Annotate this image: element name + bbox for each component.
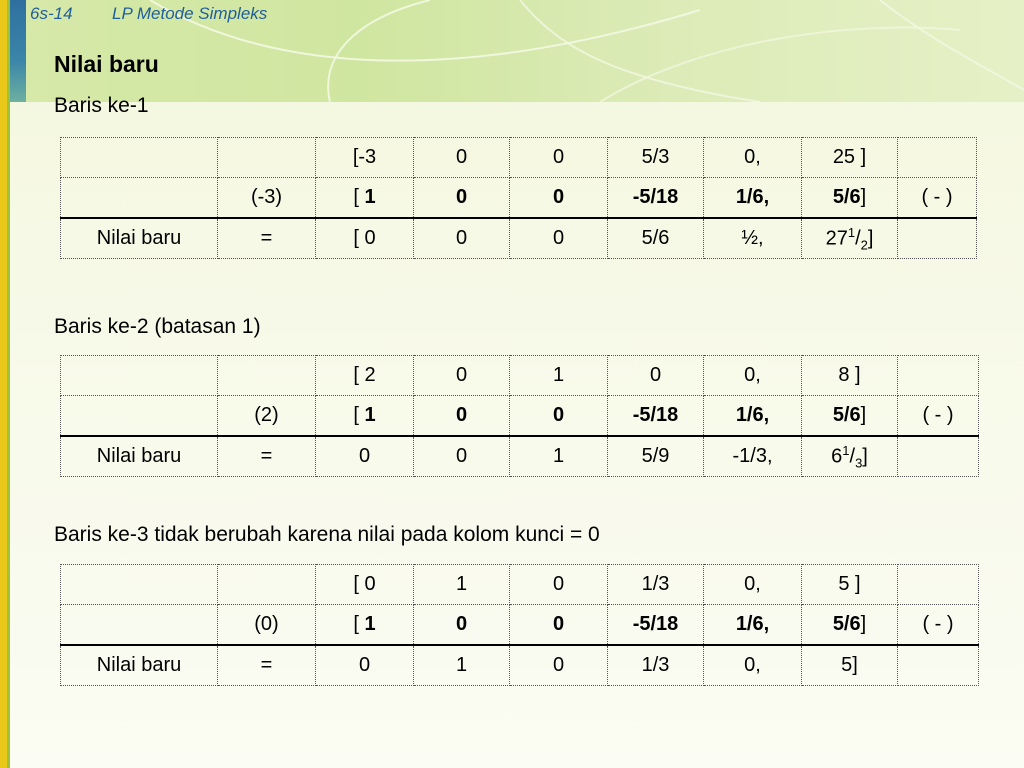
table-cell: [898, 565, 979, 605]
section1-label: Baris ke-1: [54, 94, 149, 117]
table-cell: [802, 396, 898, 437]
table-cell: [802, 605, 898, 646]
table-cell: (-3): [218, 178, 316, 219]
slide-title: Nilai baru: [54, 51, 159, 77]
pivot-value: 1: [364, 404, 376, 426]
rhs-value: 5/6: [832, 404, 861, 426]
table-cell: 1: [510, 356, 608, 396]
table-cell: [ 0: [316, 565, 414, 605]
section1-table: [60, 137, 977, 259]
accent-stripe-blue: [10, 0, 26, 102]
table-row: [61, 565, 979, 605]
table-cell: 0,: [704, 565, 802, 605]
table-cell: 0: [316, 436, 414, 477]
table-cell: 0: [414, 356, 510, 396]
table-cell: [316, 178, 414, 219]
section2-table: [60, 355, 979, 477]
table-cell: 1: [414, 645, 510, 686]
table-cell: 1: [414, 565, 510, 605]
table-cell: [61, 138, 218, 178]
table-cell: =: [218, 645, 316, 686]
section2-label: Baris ke-2 (batasan 1): [54, 315, 261, 338]
table-row: [61, 436, 979, 477]
table-cell: (2): [218, 396, 316, 437]
table-cell: 1/6,: [704, 396, 802, 437]
table-cell: [218, 356, 316, 396]
table-row: [61, 645, 979, 686]
mixed-num: 1: [842, 442, 850, 458]
table-cell: 0: [510, 218, 608, 259]
table-cell: 1: [510, 436, 608, 477]
mixed-whole: 27: [825, 227, 848, 250]
table-cell: (0): [218, 605, 316, 646]
bracket-close: ]: [860, 404, 867, 426]
mixed-slash: /: [855, 227, 861, 250]
table-cell: 5 ]: [802, 565, 898, 605]
table-cell: Nilai baru: [61, 218, 218, 259]
table-row: [61, 356, 979, 396]
table-cell: 0: [510, 178, 608, 219]
table-cell: 0,: [704, 356, 802, 396]
table-cell: 0: [316, 645, 414, 686]
table-cell: [ 0: [316, 218, 414, 259]
table-cell: 0: [414, 396, 510, 437]
slide-header: [30, 4, 267, 24]
table-cell: [218, 138, 316, 178]
table-cell: 0: [510, 138, 608, 178]
table-cell: [802, 218, 898, 259]
table-cell: [802, 178, 898, 219]
table-cell: 0: [510, 396, 608, 437]
table-cell: -1/3,: [704, 436, 802, 477]
mixed-den: 2: [860, 237, 868, 253]
bracket-open: [: [353, 404, 359, 426]
pivot-value: 1: [364, 186, 376, 208]
bracket-close: ]: [862, 445, 868, 468]
table-cell: [898, 138, 977, 178]
table-cell: Nilai baru: [61, 436, 218, 477]
table-cell: 5/3: [608, 138, 704, 178]
table-cell: -5/18: [608, 396, 704, 437]
table-cell: 1/6,: [704, 178, 802, 219]
table-row: [61, 138, 977, 178]
table-cell: =: [218, 218, 316, 259]
table-cell: 0: [414, 218, 510, 259]
table-cell: 5]: [802, 645, 898, 686]
rhs-value: 5/6: [832, 186, 861, 208]
table-cell: 5/6: [608, 218, 704, 259]
table-row: [61, 396, 979, 437]
table-cell: [898, 436, 979, 477]
table-cell: 0,: [704, 645, 802, 686]
section3-table: [60, 564, 979, 686]
bracket-open: [: [353, 613, 359, 635]
bracket-close: ]: [860, 186, 867, 208]
table-cell: [61, 605, 218, 646]
table-cell: ( - ): [898, 178, 977, 219]
bracket-open: [: [353, 186, 359, 208]
table-cell: 0: [414, 436, 510, 477]
table-cell: 0: [414, 138, 510, 178]
table-cell: [802, 436, 898, 477]
rhs-value: 5/6: [832, 613, 861, 635]
table-cell: [316, 605, 414, 646]
section3-label: Baris ke-3 tidak berubah karena nilai pada kolom kunci = 0: [54, 523, 600, 546]
table-cell: =: [218, 436, 316, 477]
table-cell: 1/3: [608, 645, 704, 686]
table-cell: [898, 645, 979, 686]
accent-stripe-yellow: [0, 0, 7, 768]
bracket-close: ]: [867, 227, 874, 250]
table-row: [61, 605, 979, 646]
table-cell: [898, 356, 979, 396]
table-cell: 5/9: [608, 436, 704, 477]
table-cell: 0: [510, 565, 608, 605]
table-cell: 1/6,: [704, 605, 802, 646]
pivot-value: 1: [364, 613, 376, 635]
table-cell: 1/3: [608, 565, 704, 605]
mixed-slash: /: [849, 445, 856, 468]
table-cell: ½,: [704, 218, 802, 259]
table-cell: [61, 178, 218, 219]
table-cell: ( - ): [898, 396, 979, 437]
table-cell: ( - ): [898, 605, 979, 646]
table-cell: 25 ]: [802, 138, 898, 178]
mixed-den: 3: [855, 455, 863, 471]
table-cell: Nilai baru: [61, 645, 218, 686]
bracket-close: ]: [860, 613, 867, 635]
table-cell: [61, 565, 218, 605]
table-cell: 0: [414, 178, 510, 219]
table-cell: [-3: [316, 138, 414, 178]
mixed-num: 1: [847, 224, 856, 240]
table-cell: [898, 218, 977, 259]
table-cell: 8 ]: [802, 356, 898, 396]
table-cell: [ 2: [316, 356, 414, 396]
table-cell: [316, 396, 414, 437]
table-row: [61, 218, 977, 259]
table-cell: 0: [608, 356, 704, 396]
table-cell: [218, 565, 316, 605]
accent-stripe-green: [7, 0, 10, 768]
mixed-whole: 6: [831, 445, 843, 468]
course-title: LP Metode Simpleks: [112, 4, 268, 23]
table-cell: -5/18: [608, 605, 704, 646]
table-cell: 0: [510, 605, 608, 646]
table-cell: 0: [510, 645, 608, 686]
table-cell: [61, 356, 218, 396]
slide-number: 6s-14: [30, 4, 73, 23]
table-cell: 0: [414, 605, 510, 646]
table-cell: -5/18: [608, 178, 704, 219]
table-row: [61, 178, 977, 219]
table-cell: [61, 396, 218, 437]
table-cell: 0,: [704, 138, 802, 178]
